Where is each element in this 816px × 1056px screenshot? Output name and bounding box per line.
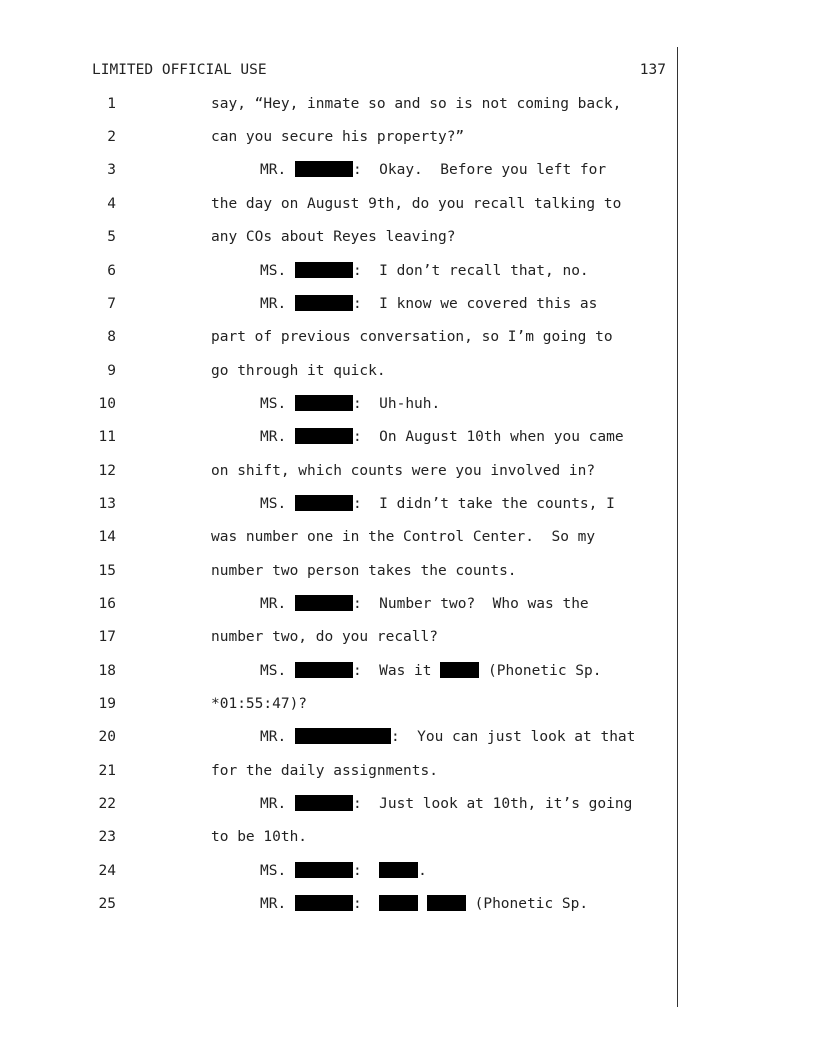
line-number: 21: [98, 763, 116, 779]
redacted-name: [295, 795, 353, 811]
line-text: Number two? Who was the: [379, 596, 589, 612]
line-text: number two, do you recall?: [211, 629, 438, 645]
line-number: 20: [98, 729, 116, 745]
line-text: was number one in the Control Center. So my: [211, 529, 596, 545]
speaker-title: MR.: [260, 896, 287, 912]
line-number: 10: [98, 396, 116, 412]
transcript-line: [211, 227, 455, 247]
transcript-line: MR. : I know we covered this as: [260, 296, 598, 312]
transcript-line: MR. : Okay. Before you left for: [260, 162, 607, 178]
speaker-title: MR.: [260, 296, 287, 312]
redacted-name: [379, 895, 418, 911]
line-number: 8: [107, 329, 116, 345]
line-text: *01:55:47)?: [211, 696, 308, 712]
right-margin-rule: [677, 47, 678, 1007]
line-text: Was it: [379, 663, 432, 679]
transcript-line: [211, 761, 438, 781]
redacted-name: [295, 262, 353, 278]
line-text: I don’t recall that, no.: [379, 263, 589, 279]
redacted-name: [295, 595, 353, 611]
line-text: to be 10th.: [211, 829, 308, 845]
line-number: 25: [98, 896, 116, 912]
line-text: (Phonetic Sp.: [474, 896, 589, 912]
line-number: 3: [107, 162, 116, 178]
speaker-title: MS.: [260, 263, 287, 279]
redacted-name: [295, 662, 353, 678]
line-text: number two person takes the counts.: [211, 563, 517, 579]
line-text: On August 10th when you came: [379, 429, 624, 445]
transcript-line: [211, 827, 307, 847]
redacted-name: [295, 161, 353, 177]
transcript-line: [211, 361, 386, 381]
line-text: the day on August 9th, do you recall talking to: [211, 196, 622, 212]
line-text: You can just look at that: [417, 729, 636, 745]
page-header-classification: LIMITED OFFICIAL USE: [92, 62, 267, 78]
line-text: go through it quick.: [211, 363, 386, 379]
speaker-title: MR.: [260, 162, 287, 178]
line-number: 15: [98, 563, 116, 579]
transcript-line: [211, 327, 613, 347]
transcript-line: MS. : Uh-huh.: [260, 396, 441, 412]
line-number: 12: [98, 463, 116, 479]
line-number: 14: [98, 529, 116, 545]
transcript-line: MR. : (Phonetic Sp.: [260, 896, 589, 912]
line-text: on shift, which counts were you involved in?: [211, 463, 596, 479]
transcript-line: MS. : I don’t recall that, no.: [260, 263, 589, 279]
redacted-name: [295, 862, 353, 878]
line-text: Okay. Before you left for: [379, 162, 607, 178]
line-number: 11: [98, 429, 116, 445]
speaker-title: MS.: [260, 863, 287, 879]
transcript-line: [211, 94, 621, 114]
line-text: any COs about Reyes leaving?: [211, 229, 456, 245]
redacted-name: [427, 895, 466, 911]
redacted-name: [295, 495, 353, 511]
transcript-line: MR. : You can just look at that: [260, 729, 636, 745]
line-number: 23: [98, 829, 116, 845]
line-text: part of previous conversation, so I’m going to: [211, 329, 613, 345]
transcript-line: MS. : .: [260, 863, 427, 879]
transcript-line: MS. : Was it (Phonetic Sp.: [260, 663, 602, 679]
transcript-line: MR. : Just look at 10th, it’s going: [260, 796, 633, 812]
redacted-name: [295, 895, 353, 911]
line-number: 16: [98, 596, 116, 612]
line-number: 7: [107, 296, 116, 312]
line-number: 19: [98, 696, 116, 712]
speaker-title: MS.: [260, 496, 287, 512]
line-text: Just look at 10th, it’s going: [379, 796, 633, 812]
speaker-title: MS.: [260, 663, 287, 679]
redacted-name: [295, 428, 353, 444]
line-number: 9: [107, 363, 116, 379]
page-number: 137: [639, 62, 666, 78]
line-text: I know we covered this as: [379, 296, 598, 312]
transcript-line: [211, 461, 595, 481]
line-number: 13: [98, 496, 116, 512]
line-text: I didn’t take the counts, I: [379, 496, 615, 512]
speaker-title: MR.: [260, 596, 287, 612]
transcript-line: [211, 527, 595, 547]
redacted-name: [295, 728, 391, 744]
transcript-line: [211, 694, 307, 714]
line-number: 18: [98, 663, 116, 679]
line-number: 4: [107, 196, 116, 212]
line-text: for the daily assignments.: [211, 763, 438, 779]
speaker-title: MR.: [260, 796, 287, 812]
line-text: (Phonetic Sp.: [488, 663, 602, 679]
redacted-name: [440, 662, 479, 678]
line-number: 22: [98, 796, 116, 812]
line-number: 24: [98, 863, 116, 879]
line-number: 1: [107, 96, 116, 112]
line-number: 5: [107, 229, 116, 245]
line-number: 6: [107, 263, 116, 279]
line-text: say, “Hey, inmate so and so is not coming back,: [211, 96, 622, 112]
speaker-title: MR.: [260, 429, 287, 445]
redacted-name: [295, 395, 353, 411]
transcript-line: [211, 194, 621, 214]
line-text: can you secure his property?”: [211, 129, 465, 145]
transcript-line: MR. : Number two? Who was the: [260, 596, 589, 612]
redacted-name: [379, 862, 418, 878]
transcript-line: [211, 627, 438, 647]
transcript-line: [211, 561, 517, 581]
transcript-line: [211, 127, 464, 147]
line-number: 2: [107, 129, 116, 145]
transcript-line: MS. : I didn’t take the counts, I: [260, 496, 615, 512]
speaker-title: MR.: [260, 729, 287, 745]
redacted-name: [295, 295, 353, 311]
line-text: .: [418, 863, 427, 879]
line-text: Uh-huh.: [379, 396, 441, 412]
speaker-title: MS.: [260, 396, 287, 412]
transcript-line: MR. : On August 10th when you came: [260, 429, 624, 445]
line-number: 17: [98, 629, 116, 645]
